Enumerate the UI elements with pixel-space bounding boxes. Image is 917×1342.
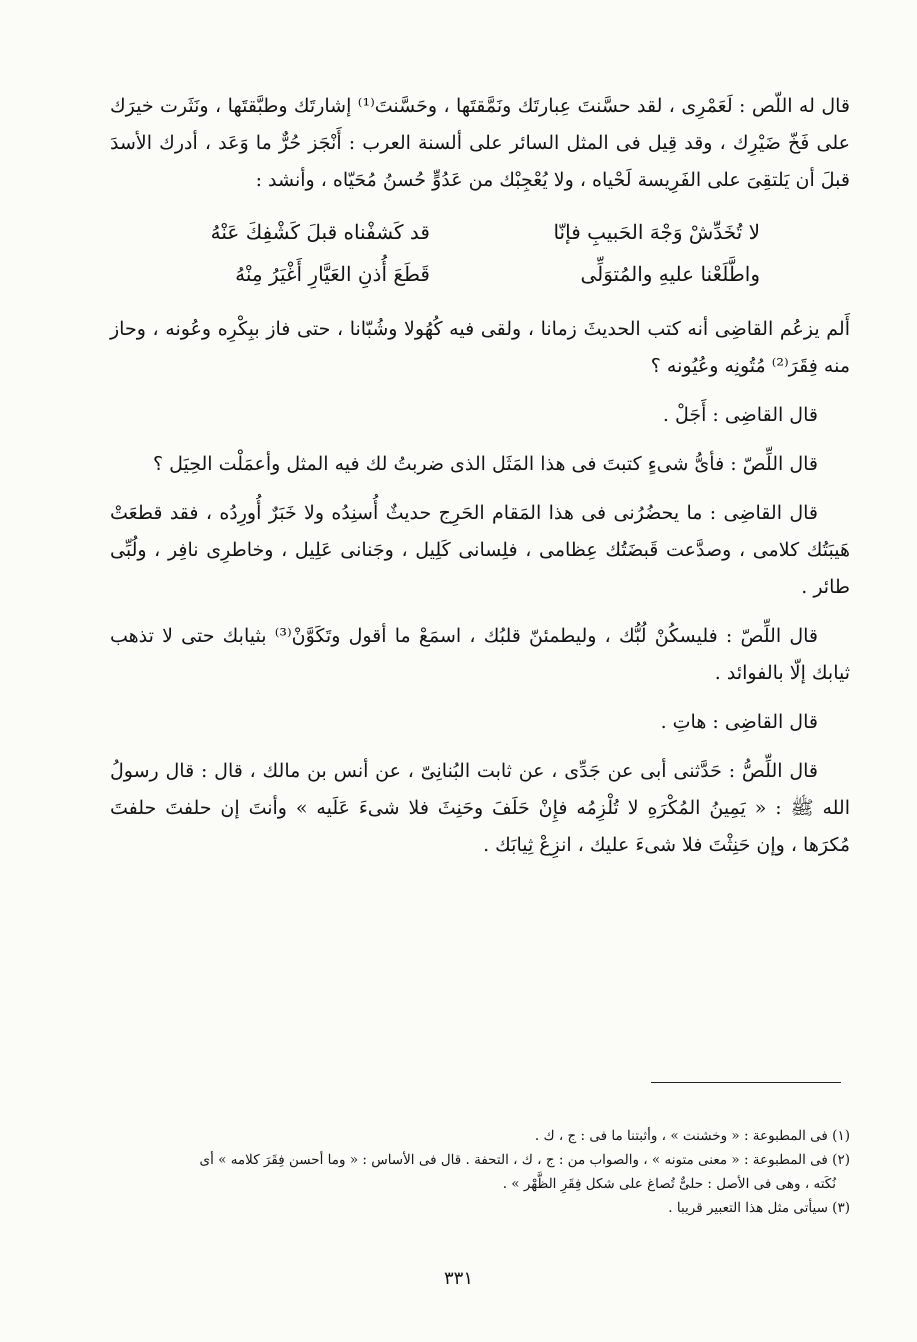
paragraph-thief-calm: قال اللِّصّ : فليسكُنْ لُبُّك ، وليطمئنّ قلبُك ، اسمَعْ ما أقول وتَكَوَّنْ⁽³⁾ بثيابك حتى لا تذهب ثيابك إلّا بالفوائد . [110,625,850,684]
main-text [110,88,850,876]
paragraph-judge-reply: قال القاضِى : ما يحضُرُنى فى هذا المَقام الحَرِج حديثٌ أُسنِدُه ولا خَبَرٌ أُورِدُه ، فقد قطعَتْ هَيبَتُك كلامى ، وصدَّعت قَبضَتُك عِظامى ، فلِسانى كَلِيل ، وجَنانى عَلِيل ، وخاطرِى نافِر ، ولُبِّى طائر . [110,502,850,598]
paragraph-thief-praise: قال له اللّص : لَعَمْرِى ، لقد حسَّنتَ عِبارتَك ونَمَّقتَها ، وحَسَّنتَ⁽¹⁾ إشارتَك وطبَّقتَها ، ونَثَرت خيرَك على فَخّ ضَيْرِك ، وقد قِيل فى المثل السائر على ألسنة العرب : أَنْجَز حُرٌّ ما وَعَد ، أدرك الأسدَ قبلَ أن يَلتقِىَ على الفَرِيسة لَحْياه ، ولا يُعْجِبْك من عَدُوٍّ حُسنُ مُحَيّاه ، وأنشد : [110,95,850,191]
paragraph-thief-question: قال اللِّصّ : فأىُّ شىءٍ كتبتَ فى هذا المَثَل الذى ضربتُ لك فيه المثل وأعمَلْت الحِيَل ؟ [152,453,818,475]
footnote-separator [651,1082,841,1083]
footnote-2: (٢) فى المطبوعة : « معنى متونه » ، والصواب من : ج ، ك ، التحفة . قال فى الأساس : « وما أحسن فِقَرَ كلامه » أى [199,1152,850,1168]
paragraph-judge-hadith: أَلم يزعُم القاضِى أنه كتب الحديثَ زمانا ، ولقى فيه كُهُولا وشُبّانا ، حتى فاز ببِكْرِه وعُونه ، وحاز منه فِقَرَ⁽²⁾ مُتُونِه وعُيُونه ؟ [110,318,850,377]
footnotes [140,1124,850,1220]
verse-1-first-hemistich: لا تُخَدِّشْ وَجْهَ الحَبيبِ فإنّا [553,220,760,244]
paragraph-thief-narration: قال اللِّصُّ : حَدَّثنى أبى عن جَدِّى ، عن ثابت البُنانِىّ ، عن أنس بن مالك ، قال : قال رسولُ الله ﷺ : « يَمِينُ المُكْرَهِ لا تُلْزِمُه فإِنْ حَلَفَ وحَنِثَ فلا شىءَ عَلَيه » وأنتَ إن حلفتَ حلفتَ مُكرَها ، وإن حَنِثْتَ فلا شىءَ عليك ، انزِعْ ثِيابَك . [110,760,850,856]
page-number: ٣٣١ [443,1268,473,1289]
paragraph-judge-yes: قال القاضِى : أَجَلْ . [662,404,818,426]
verse-2-first-hemistich: واطَّلَعْنا عليهِ والمُتوَلِّى [580,262,760,286]
footnote-2-continuation: نُكَته ، وهى فى الأصل : حلىٌّ تُصاغ على شكل فِقَرِ الظَّهْر » . [502,1176,836,1192]
footnote-3: (٣) سيأتى مثل هذا التعبير قريبا . [668,1200,850,1216]
footnote-1: (١) فى المطبوعة : « وخشنت » ، وأثبتنا ما فى : ج ، ك . [534,1128,850,1144]
paragraph-judge-go-on: قال القاضِى : هاتِ . [660,711,818,733]
poem-verses [160,211,760,295]
verse-1-second-hemistich: قد كَشفْناه قبلَ كَشْفِكَ عَنْهُ [210,220,430,244]
verse-2-second-hemistich: قَطَعَ أُذنِ العَيَّارِ أَغْيَرُ مِنْهُ [235,262,430,286]
